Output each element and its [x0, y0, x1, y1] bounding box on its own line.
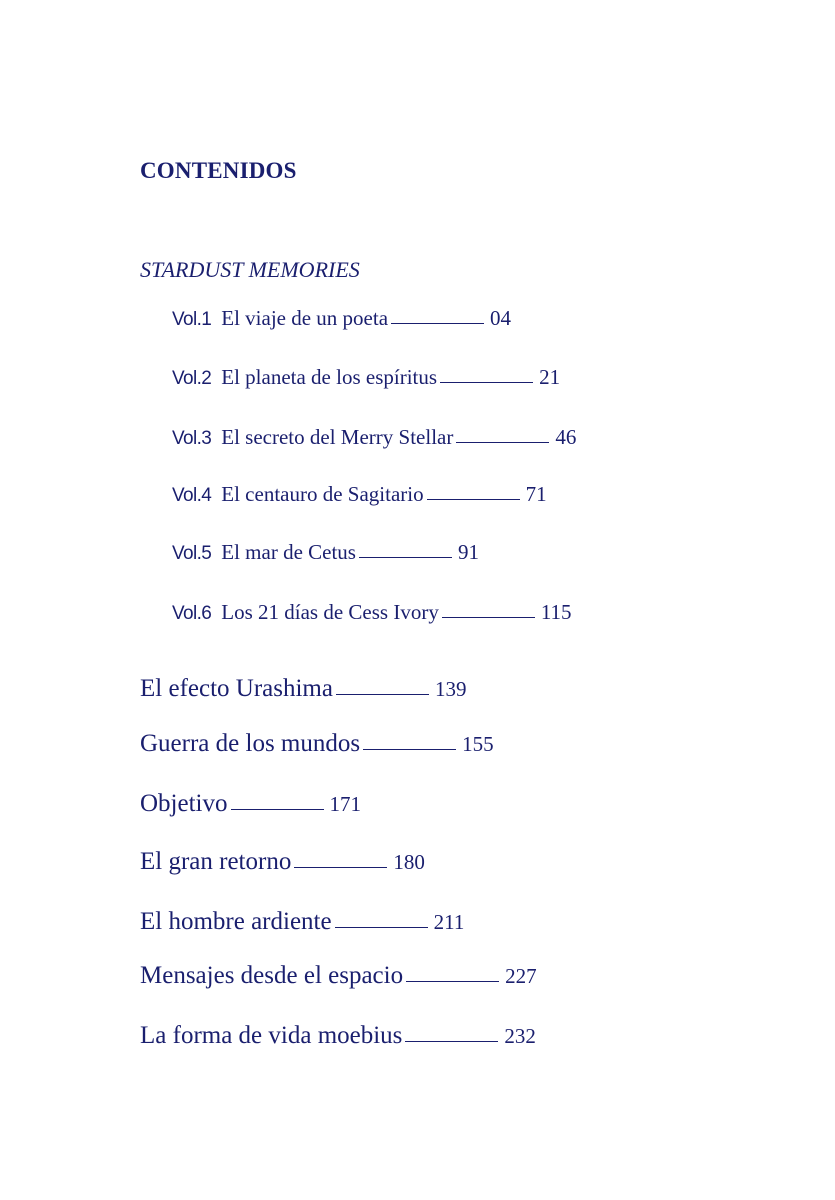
entry-title: El efecto Urashima [140, 675, 333, 702]
page-number: 180 [393, 850, 425, 874]
toc-entry-5[interactable] [140, 908, 464, 936]
toc-heading: CONTENIDOS [140, 158, 297, 183]
leader-line [363, 749, 456, 750]
toc-entry-vol4[interactable] [172, 482, 547, 507]
volume-label: Vol.4 [172, 485, 212, 506]
entry-title: La forma de vida moebius [140, 1022, 403, 1049]
page-number: 171 [329, 792, 361, 816]
page-number: 46 [555, 425, 577, 449]
entry-title: El secreto del Merry Stellar [221, 425, 454, 449]
entry-title: El viaje de un poeta [221, 306, 389, 330]
page-number: 232 [504, 1024, 536, 1048]
toc-entry-vol5[interactable] [172, 540, 479, 565]
entry-title: Guerra de los mundos [140, 730, 361, 757]
entry-title: Objetivo [140, 790, 228, 817]
page-number: 115 [540, 600, 572, 624]
toc-entry-2[interactable] [140, 730, 494, 758]
section-title: STARDUST MEMORIES [140, 257, 360, 282]
leader-line [405, 1041, 498, 1042]
page-number: 71 [525, 482, 547, 506]
volume-label: Vol.5 [172, 543, 212, 564]
leader-line [442, 617, 535, 618]
leader-line [406, 981, 499, 982]
page-number: 91 [457, 540, 479, 564]
entry-title: El mar de Cetus [221, 540, 356, 564]
leader-line [427, 499, 520, 500]
toc-entry-6[interactable] [140, 962, 537, 990]
leader-line [335, 927, 428, 928]
page-number: 04 [490, 306, 512, 330]
toc-entry-vol1[interactable] [172, 306, 511, 331]
volume-label: Vol.6 [172, 603, 212, 624]
leader-line [391, 323, 484, 324]
toc-entry-1[interactable] [140, 675, 466, 703]
page-number: 139 [434, 677, 467, 701]
leader-line [336, 694, 429, 695]
leader-line [456, 442, 549, 443]
entry-title: El centauro de Sagitario [221, 482, 424, 506]
toc-entry-vol2[interactable] [172, 365, 560, 390]
entry-title: El planeta de los espíritus [221, 365, 438, 389]
leader-line [359, 557, 452, 558]
volume-label: Vol.1 [172, 309, 212, 330]
page-number: 155 [462, 732, 494, 756]
toc-entry-4[interactable] [140, 848, 425, 876]
leader-line [231, 809, 324, 810]
leader-line [294, 867, 387, 868]
toc-entry-vol3[interactable] [172, 425, 576, 450]
entry-title: Los 21 días de Cess Ivory [221, 600, 439, 624]
leader-line [440, 382, 533, 383]
entry-title: El gran retorno [140, 848, 292, 875]
entry-title: Mensajes desde el espacio [140, 962, 404, 989]
entry-title: El hombre ardiente [140, 908, 332, 935]
toc-entry-7[interactable] [140, 1022, 536, 1050]
page-number: 227 [505, 964, 537, 988]
volume-label: Vol.3 [172, 428, 212, 449]
toc-entry-3[interactable] [140, 790, 361, 818]
page-number: 21 [539, 365, 561, 389]
toc-entry-vol6[interactable] [172, 600, 572, 625]
volume-label: Vol.2 [172, 368, 212, 389]
page-number: 211 [433, 910, 465, 934]
